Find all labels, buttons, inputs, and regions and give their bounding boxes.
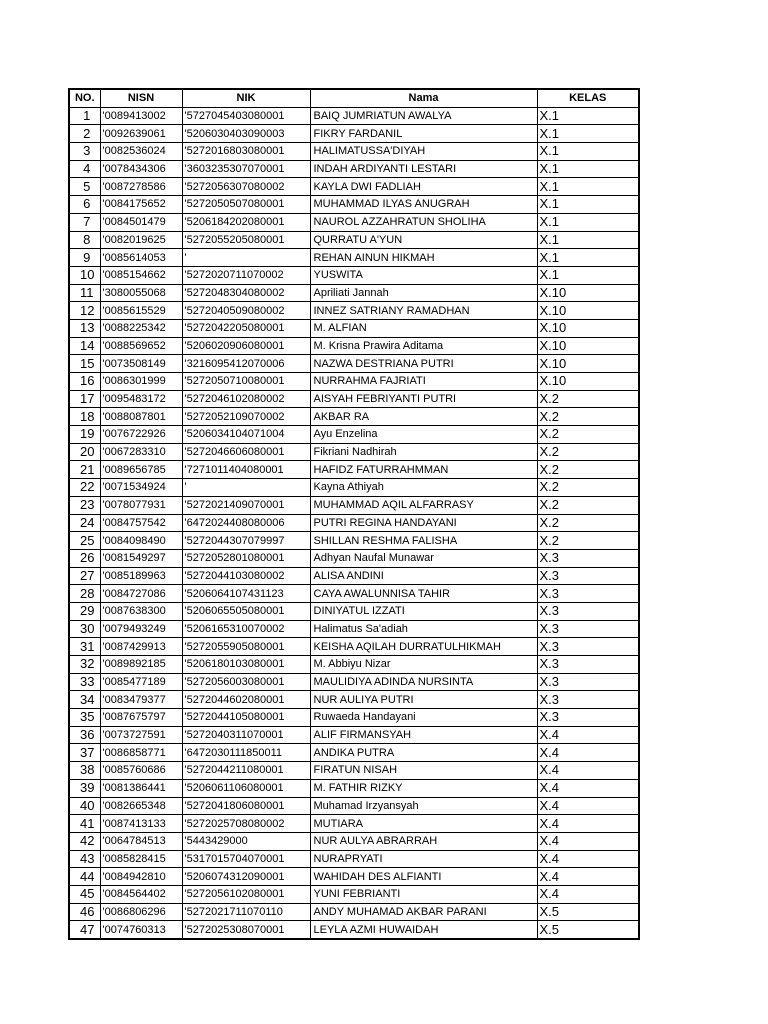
cell-nik: '5272055905080001 <box>182 638 310 656</box>
cell-kelas: X.1 <box>537 160 639 178</box>
cell-no: 17 <box>69 390 100 408</box>
cell-no: 5 <box>69 178 100 196</box>
table-row <box>69 673 639 691</box>
cell-no: 31 <box>69 638 100 656</box>
cell-kelas: X.4 <box>537 815 639 833</box>
cell-nisn: '0087429913 <box>100 638 182 656</box>
cell-kelas: X.2 <box>537 408 639 426</box>
cell-nama: REHAN AINUN HIKMAH <box>310 249 537 267</box>
cell-nik: '5272055205080001 <box>182 231 310 249</box>
cell-kelas: X.10 <box>537 284 639 302</box>
cell-no: 2 <box>69 125 100 143</box>
cell-no: 47 <box>69 921 100 939</box>
cell-kelas: X.3 <box>537 585 639 603</box>
cell-nik: '5272046606080001 <box>182 443 310 461</box>
table-row <box>69 337 639 355</box>
cell-nik: '5272025708080002 <box>182 815 310 833</box>
cell-no: 43 <box>69 850 100 868</box>
table-row <box>69 213 639 231</box>
cell-kelas: X.5 <box>537 921 639 939</box>
table-row <box>69 797 639 815</box>
cell-nama: M. ALFIAN <box>310 319 537 337</box>
cell-kelas: X.4 <box>537 850 639 868</box>
cell-no: 6 <box>69 196 100 214</box>
cell-nama: NAZWA DESTRIANA PUTRI <box>310 355 537 373</box>
table-row <box>69 549 639 567</box>
cell-nik: '5272044211080001 <box>182 762 310 780</box>
cell-nama: NAUROL AZZAHRATUN SHOLIHA <box>310 213 537 231</box>
cell-nama: MUHAMMAD ILYAS ANUGRAH <box>310 196 537 214</box>
cell-kelas: X.2 <box>537 532 639 550</box>
header-no: NO. <box>69 89 100 107</box>
table-row <box>69 125 639 143</box>
cell-nama: INNEZ SATRIANY RAMADHAN <box>310 302 537 320</box>
table-row <box>69 160 639 178</box>
cell-no: 41 <box>69 815 100 833</box>
cell-kelas: X.3 <box>537 567 639 585</box>
cell-kelas: X.2 <box>537 390 639 408</box>
table-body <box>69 107 639 939</box>
cell-nisn: '0088087801 <box>100 408 182 426</box>
cell-no: 25 <box>69 532 100 550</box>
cell-no: 37 <box>69 744 100 762</box>
table-row <box>69 249 639 267</box>
cell-nisn: '0085615529 <box>100 302 182 320</box>
cell-kelas: X.3 <box>537 638 639 656</box>
cell-nama: ANDY MUHAMAD AKBAR PARANI <box>310 903 537 921</box>
cell-no: 22 <box>69 479 100 497</box>
cell-nisn: '0067283310 <box>100 443 182 461</box>
cell-nama: Halimatus Sa'adiah <box>310 620 537 638</box>
cell-nama: AISYAH FEBRIYANTI PUTRI <box>310 390 537 408</box>
cell-nama: MAULIDIYA ADINDA NURSINTA <box>310 673 537 691</box>
cell-kelas: X.1 <box>537 125 639 143</box>
cell-no: 24 <box>69 514 100 532</box>
cell-nik: '3216095412070006 <box>182 355 310 373</box>
cell-no: 27 <box>69 567 100 585</box>
table-row <box>69 620 639 638</box>
cell-nisn: '0082019625 <box>100 231 182 249</box>
table-row <box>69 850 639 868</box>
cell-nik: '5206061106080001 <box>182 779 310 797</box>
cell-kelas: X.4 <box>537 832 639 850</box>
cell-nisn: '0081386441 <box>100 779 182 797</box>
cell-nik: '5272044103080002 <box>182 567 310 585</box>
cell-nik: '5272041806080001 <box>182 797 310 815</box>
table-row <box>69 390 639 408</box>
cell-kelas: X.1 <box>537 178 639 196</box>
header-nama: Nama <box>310 89 537 107</box>
cell-nisn: '0082536024 <box>100 143 182 161</box>
cell-nama: ANDIKA PUTRA <box>310 744 537 762</box>
cell-kelas: X.1 <box>537 266 639 284</box>
cell-nisn: '0084727086 <box>100 585 182 603</box>
cell-nisn: '0084175652 <box>100 196 182 214</box>
cell-no: 8 <box>69 231 100 249</box>
cell-nama: FIRATUN NISAH <box>310 762 537 780</box>
cell-nik: '5272056307080002 <box>182 178 310 196</box>
table-row <box>69 107 639 125</box>
cell-nik: '5206030403090003 <box>182 125 310 143</box>
cell-nama: INDAH ARDIYANTI LESTARI <box>310 160 537 178</box>
cell-nik: '5206184202080001 <box>182 213 310 231</box>
cell-no: 32 <box>69 656 100 674</box>
cell-no: 39 <box>69 779 100 797</box>
cell-nama: KEISHA AQILAH DURRATULHIKMAH <box>310 638 537 656</box>
cell-nik: '5272050507080001 <box>182 196 310 214</box>
cell-nama: MUHAMMAD AQIL ALFARRASY <box>310 496 537 514</box>
cell-nama: Fikriani Nadhirah <box>310 443 537 461</box>
cell-nisn: '0084757542 <box>100 514 182 532</box>
cell-nama: YUSWITA <box>310 266 537 284</box>
cell-nisn: '0074760313 <box>100 921 182 939</box>
cell-nisn: '0076722926 <box>100 426 182 444</box>
cell-nik: '5317015704070001 <box>182 850 310 868</box>
cell-kelas: X.2 <box>537 496 639 514</box>
cell-no: 29 <box>69 602 100 620</box>
cell-nik: ' <box>182 479 310 497</box>
cell-nisn: '0085760686 <box>100 762 182 780</box>
table-row <box>69 585 639 603</box>
cell-kelas: X.4 <box>537 885 639 903</box>
cell-nik: '5272016803080001 <box>182 143 310 161</box>
cell-nik: '5272044602080001 <box>182 691 310 709</box>
table-row <box>69 779 639 797</box>
table-row <box>69 461 639 479</box>
cell-nisn: '0092639061 <box>100 125 182 143</box>
cell-nisn: '0082665348 <box>100 797 182 815</box>
table-row <box>69 178 639 196</box>
cell-no: 23 <box>69 496 100 514</box>
cell-kelas: X.1 <box>537 107 639 125</box>
cell-nisn: '0084501479 <box>100 213 182 231</box>
cell-nisn: '0064784513 <box>100 832 182 850</box>
table-row <box>69 726 639 744</box>
cell-no: 34 <box>69 691 100 709</box>
cell-nama: NUR AULIYA PUTRI <box>310 691 537 709</box>
cell-kelas: X.1 <box>537 231 639 249</box>
cell-nama: AKBAR RA <box>310 408 537 426</box>
cell-nama: Adhyan Naufal Munawar <box>310 549 537 567</box>
cell-no: 33 <box>69 673 100 691</box>
cell-nisn: '0086858771 <box>100 744 182 762</box>
table-row <box>69 408 639 426</box>
cell-nama: MUTIARA <box>310 815 537 833</box>
cell-nisn: '0084098490 <box>100 532 182 550</box>
cell-nik: '5443429000 <box>182 832 310 850</box>
cell-nisn: '0086301999 <box>100 373 182 391</box>
cell-kelas: X.2 <box>537 426 639 444</box>
cell-nik: '7271011404080001 <box>182 461 310 479</box>
cell-kelas: X.10 <box>537 355 639 373</box>
header-nisn: NISN <box>100 89 182 107</box>
cell-kelas: X.2 <box>537 443 639 461</box>
cell-nik: ' <box>182 249 310 267</box>
cell-nik: '5272044307079997 <box>182 532 310 550</box>
cell-nama: HAFIDZ FATURRAHMMAN <box>310 461 537 479</box>
cell-nik: '5206034104071004 <box>182 426 310 444</box>
cell-nik: '5272020711070002 <box>182 266 310 284</box>
cell-nik: '5206074312090001 <box>182 868 310 886</box>
cell-nisn: '0089892185 <box>100 656 182 674</box>
cell-kelas: X.4 <box>537 868 639 886</box>
table-row <box>69 903 639 921</box>
cell-nik: '3603235307070001 <box>182 160 310 178</box>
cell-no: 18 <box>69 408 100 426</box>
table-row <box>69 355 639 373</box>
table-row <box>69 638 639 656</box>
cell-nama: Apriliati Jannah <box>310 284 537 302</box>
cell-nisn: '0073727591 <box>100 726 182 744</box>
table-row <box>69 602 639 620</box>
cell-nama: NURAPRYATI <box>310 850 537 868</box>
cell-no: 36 <box>69 726 100 744</box>
cell-nisn: '0089413002 <box>100 107 182 125</box>
cell-nisn: '0085614053 <box>100 249 182 267</box>
cell-nisn: '0088569652 <box>100 337 182 355</box>
cell-nisn: '0087675797 <box>100 709 182 727</box>
cell-nama: KAYLA DWI FADLIAH <box>310 178 537 196</box>
cell-nama: WAHIDAH DES ALFIANTI <box>310 868 537 886</box>
cell-nama: FIKRY FARDANIL <box>310 125 537 143</box>
cell-no: 38 <box>69 762 100 780</box>
cell-kelas: X.3 <box>537 673 639 691</box>
table-row <box>69 443 639 461</box>
cell-nisn: '0086806296 <box>100 903 182 921</box>
cell-no: 20 <box>69 443 100 461</box>
cell-nisn: '0071534924 <box>100 479 182 497</box>
table-row <box>69 691 639 709</box>
table-row <box>69 231 639 249</box>
cell-nisn: '0088225342 <box>100 319 182 337</box>
cell-kelas: X.10 <box>537 319 639 337</box>
cell-no: 7 <box>69 213 100 231</box>
cell-kelas: X.2 <box>537 461 639 479</box>
cell-no: 13 <box>69 319 100 337</box>
table-row <box>69 885 639 903</box>
cell-no: 40 <box>69 797 100 815</box>
table-row <box>69 656 639 674</box>
cell-kelas: X.10 <box>537 337 639 355</box>
cell-no: 44 <box>69 868 100 886</box>
cell-nisn: '0081549297 <box>100 549 182 567</box>
cell-nama: M. Abbiyu Nizar <box>310 656 537 674</box>
header-kelas: KELAS <box>537 89 639 107</box>
cell-nama: ALIF FIRMANSYAH <box>310 726 537 744</box>
cell-nisn: '0078434306 <box>100 160 182 178</box>
cell-nama: Kayna Athiyah <box>310 479 537 497</box>
cell-nisn: '0095483172 <box>100 390 182 408</box>
cell-nama: DINIYATUL IZZATI <box>310 602 537 620</box>
cell-nik: '5272052801080001 <box>182 549 310 567</box>
cell-nama: PUTRI REGINA HANDAYANI <box>310 514 537 532</box>
cell-nik: '5272046102080002 <box>182 390 310 408</box>
cell-nik: '5272044105080001 <box>182 709 310 727</box>
cell-nik: '5272048304080002 <box>182 284 310 302</box>
table-row <box>69 921 639 939</box>
cell-nik: '5206020906080001 <box>182 337 310 355</box>
table-row <box>69 514 639 532</box>
cell-no: 12 <box>69 302 100 320</box>
cell-no: 45 <box>69 885 100 903</box>
cell-kelas: X.4 <box>537 726 639 744</box>
cell-nama: Ayu Enzelina <box>310 426 537 444</box>
cell-kelas: X.3 <box>537 656 639 674</box>
cell-nama: HALIMATUSSA'DIYAH <box>310 143 537 161</box>
table-row <box>69 302 639 320</box>
cell-no: 26 <box>69 549 100 567</box>
cell-nisn: '0078077931 <box>100 496 182 514</box>
cell-nik: '5272052109070002 <box>182 408 310 426</box>
cell-kelas: X.3 <box>537 709 639 727</box>
cell-nama: SHILLAN RESHMA FALISHA <box>310 532 537 550</box>
cell-no: 46 <box>69 903 100 921</box>
cell-nik: '5272042205080001 <box>182 319 310 337</box>
cell-no: 21 <box>69 461 100 479</box>
table-row <box>69 373 639 391</box>
table-row <box>69 567 639 585</box>
cell-nisn: '0084564402 <box>100 885 182 903</box>
cell-no: 35 <box>69 709 100 727</box>
table-row <box>69 532 639 550</box>
cell-kelas: X.3 <box>537 602 639 620</box>
cell-nisn: '0087638300 <box>100 602 182 620</box>
cell-no: 14 <box>69 337 100 355</box>
cell-kelas: X.4 <box>537 762 639 780</box>
cell-nik: '5272056003080001 <box>182 673 310 691</box>
cell-kelas: X.1 <box>537 213 639 231</box>
cell-nama: CAYA AWALUNNISA TAHIR <box>310 585 537 603</box>
table-row <box>69 744 639 762</box>
cell-nik: '5727045403080001 <box>182 107 310 125</box>
cell-nisn: '0085477189 <box>100 673 182 691</box>
header-nik: NIK <box>182 89 310 107</box>
cell-nama: Ruwaeda Handayani <box>310 709 537 727</box>
header-row <box>69 89 639 107</box>
cell-nisn: '0087278586 <box>100 178 182 196</box>
table-row <box>69 143 639 161</box>
cell-nama: Muhamad Irzyansyah <box>310 797 537 815</box>
cell-kelas: X.10 <box>537 302 639 320</box>
cell-nama: BAIQ JUMRIATUN AWALYA <box>310 107 537 125</box>
table-row <box>69 709 639 727</box>
cell-nisn: '0079493249 <box>100 620 182 638</box>
cell-kelas: X.3 <box>537 549 639 567</box>
cell-nama: NURRAHMA FAJRIATI <box>310 373 537 391</box>
cell-nik: '5272025308070001 <box>182 921 310 939</box>
cell-no: 10 <box>69 266 100 284</box>
cell-nisn: '0085189963 <box>100 567 182 585</box>
cell-no: 9 <box>69 249 100 267</box>
cell-kelas: X.10 <box>537 373 639 391</box>
cell-nama: QURRATU A'YUN <box>310 231 537 249</box>
cell-kelas: X.2 <box>537 479 639 497</box>
cell-nik: '6472024408080006 <box>182 514 310 532</box>
table-row <box>69 284 639 302</box>
cell-nama: LEYLA AZMI HUWAIDAH <box>310 921 537 939</box>
cell-no: 28 <box>69 585 100 603</box>
cell-kelas: X.1 <box>537 196 639 214</box>
table-row <box>69 868 639 886</box>
cell-no: 1 <box>69 107 100 125</box>
cell-no: 42 <box>69 832 100 850</box>
cell-kelas: X.3 <box>537 620 639 638</box>
cell-kelas: X.1 <box>537 249 639 267</box>
cell-nik: '5272021409070001 <box>182 496 310 514</box>
cell-no: 4 <box>69 160 100 178</box>
cell-nik: '6472030111850011 <box>182 744 310 762</box>
cell-nik: '5272050710080001 <box>182 373 310 391</box>
cell-kelas: X.5 <box>537 903 639 921</box>
cell-nama: YUNI FEBRIANTI <box>310 885 537 903</box>
cell-nik: '5206064107431123 <box>182 585 310 603</box>
cell-nisn: '0073508149 <box>100 355 182 373</box>
student-table <box>68 88 640 940</box>
table-row <box>69 815 639 833</box>
table-row <box>69 832 639 850</box>
cell-nik: '5272040311070001 <box>182 726 310 744</box>
cell-nik: '5272040509080002 <box>182 302 310 320</box>
cell-no: 11 <box>69 284 100 302</box>
table-row <box>69 196 639 214</box>
cell-nisn: '0089656785 <box>100 461 182 479</box>
cell-nik: '5206065505080001 <box>182 602 310 620</box>
cell-nik: '5272021711070110 <box>182 903 310 921</box>
cell-nama: M. FATHIR RIZKY <box>310 779 537 797</box>
cell-nisn: '0087413133 <box>100 815 182 833</box>
cell-kelas: X.4 <box>537 779 639 797</box>
cell-no: 30 <box>69 620 100 638</box>
table-row <box>69 762 639 780</box>
cell-kelas: X.3 <box>537 691 639 709</box>
cell-nama: M. Krisna Prawira Aditama <box>310 337 537 355</box>
cell-kelas: X.1 <box>537 143 639 161</box>
cell-nik: '5206180103080001 <box>182 656 310 674</box>
cell-no: 16 <box>69 373 100 391</box>
table-row <box>69 319 639 337</box>
cell-nik: '5206165310070002 <box>182 620 310 638</box>
cell-kelas: X.2 <box>537 514 639 532</box>
cell-nama: NUR AULYA ABRARRAH <box>310 832 537 850</box>
cell-no: 19 <box>69 426 100 444</box>
table-row <box>69 266 639 284</box>
cell-nisn: '0085828415 <box>100 850 182 868</box>
table-row <box>69 479 639 497</box>
cell-nisn: '0085154662 <box>100 266 182 284</box>
cell-nisn: '0084942810 <box>100 868 182 886</box>
cell-no: 3 <box>69 143 100 161</box>
cell-nama: ALISA ANDINI <box>310 567 537 585</box>
cell-nisn: '0083479377 <box>100 691 182 709</box>
cell-nik: '5272056102080001 <box>182 885 310 903</box>
cell-nisn: '3080055068 <box>100 284 182 302</box>
cell-no: 15 <box>69 355 100 373</box>
table-row <box>69 426 639 444</box>
table-row <box>69 496 639 514</box>
cell-kelas: X.4 <box>537 744 639 762</box>
cell-kelas: X.4 <box>537 797 639 815</box>
